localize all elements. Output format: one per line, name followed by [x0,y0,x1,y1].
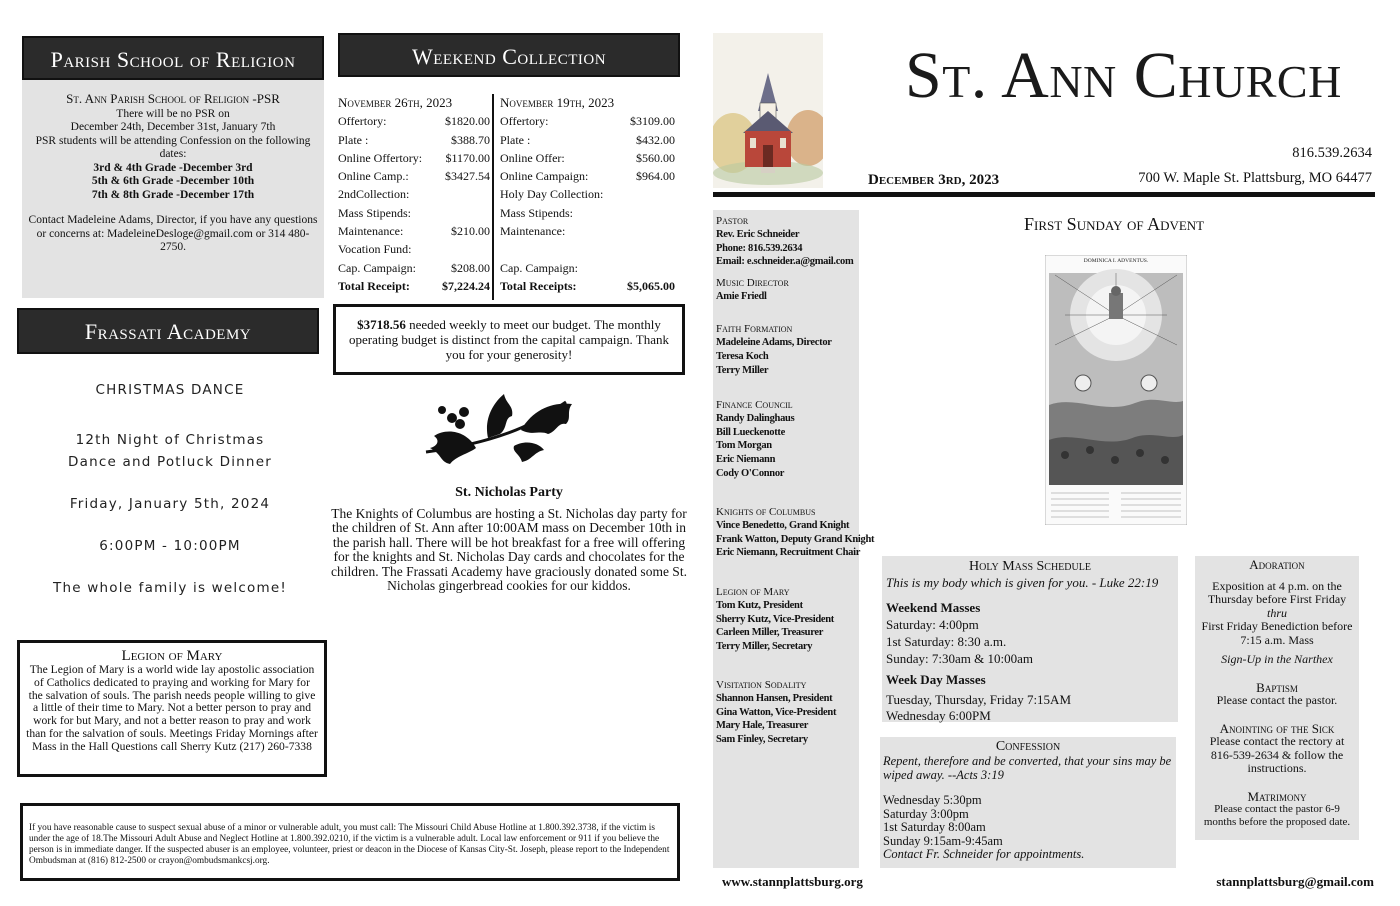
frassati-line: Dance and Potluck Dinner [68,454,272,470]
collection-row [338,222,490,240]
advent-engraving [1045,255,1187,525]
mass-quote: This is my body which is given for you. - Luke 22:19 [886,575,1159,590]
collection-item-label: Online Campaign: [500,169,589,184]
collection-item-label: Holy Day Collection: [500,187,604,202]
frassati-line: Friday, January 5th, 2024 [69,496,271,512]
collection-item-label: Online Camp.: [338,169,409,184]
weekend-time: 1st Saturday: 8:30 a.m. [886,634,1007,649]
collection-item-label: Online Offer: [500,150,565,165]
email-link[interactable]: stannplattsburg@gmail.com [1216,874,1374,889]
staff-member: Vince Benedetto, Grand Knight [716,520,850,532]
collection-row [500,131,675,149]
staff-member: Eric Niemann [716,453,776,465]
anointing-title: Anointing of the Sick [1219,720,1335,736]
collection-left [338,94,490,295]
collection-item-label: Maintenance: [500,224,566,239]
staff-member: Sam Finley, Secretary [716,734,808,746]
abuse-notice [20,803,680,881]
adoration-section [1195,556,1359,840]
collection-item-label: Maintenance: [338,224,404,239]
weekday-label: Week Day Masses [886,672,986,687]
collection-item-label: 2ndCollection: [338,187,410,202]
collection-item-label: Mass Stipends: [338,205,412,220]
staff-role: Music Director [716,276,789,289]
staff-list [716,215,875,747]
psr-line: PSR students will be attending Confession on the following dates: [35,134,311,160]
staff-member: Cody O'Connor [716,467,785,479]
staff-member: Gina Watton, Vice-President [716,706,837,718]
collection-item-amount: $964.00 [636,169,675,184]
confession-section [880,737,1176,868]
weekend-label: Weekend Masses [886,600,981,615]
collection-total-label: Total Receipt: [338,278,410,293]
collection-item-label: Plate : [338,132,369,147]
confession-time: Saturday 3:00pm [883,806,969,821]
collection-item-label: Cap. Campaign: [500,260,578,275]
church-phone: 816.539.2634 [1292,145,1372,161]
weekday-time: Tuesday, Thursday, Friday 7:15AM [886,692,1072,707]
collection-item-label: Online Offertory: [338,150,423,165]
baptism-text: Please contact the pastor. [1216,693,1338,707]
staff-member: Bill Lueckenotte [716,426,785,438]
collection-row [500,222,675,240]
psr-grade: 5th & 6th Grade -December 10th [91,175,255,187]
psr-section [22,36,324,298]
confession-time: 1st Saturday 8:00am [883,820,986,834]
confession-quote: Repent, therefore and be converted, that your sins may be wiped away. --Acts 3:19 [883,754,1172,782]
church-painting [713,33,823,188]
frassati-banner: Frassati Academy [17,308,319,354]
staff-member: Eric Niemann, Recruitment Chair [716,547,861,559]
collection-row [500,149,675,167]
collection-row [338,112,490,130]
collection-row [500,259,675,277]
budget-text: needed weekly to meet our budget. The monthly operating budget is distinct from the capital campaign. Thank you for your generosity! [349,317,669,362]
staff-group [716,506,875,560]
staff-member: Mary Hale, Treasurer [716,720,809,732]
nicholas-title: St. Nicholas Party [455,485,563,500]
frassati-details [20,382,320,596]
psr-line: December 24th, December 31st, January 7th [70,121,276,133]
church-name: St. Ann Church [905,39,1342,112]
collection-row [338,259,490,277]
staff-member: Terry Miller, Secretary [716,640,813,652]
staff-role: Faith Formation [716,323,793,336]
collection-row [338,131,490,149]
collection-row [500,185,675,203]
staff-member: Rev. Eric Schneider [716,229,800,240]
psr-contact: Contact Madeleine Adams, Director, if you have any questions or concerns at: MadeleineDesloge@gmail.com or 314 480-2750. [28,214,318,253]
collection-divider [492,94,494,300]
psr-grade: 3rd & 4th Grade -December 3rd [93,161,253,174]
staff-member: Amie Friedl [716,290,767,302]
bulletin-date: December 3rd, 2023 [868,172,1000,188]
staff-member: Terry Miller [716,364,769,376]
collection-date: November 19th, 2023 [500,95,615,110]
adoration-thru: thru [1266,605,1287,620]
budget-amount: $3718.56 [357,317,406,332]
staff-member: Shannon Hansen, President [716,693,833,705]
collection-row [338,185,490,203]
collection-row [500,167,675,185]
anointing-text: Please contact the rectory at 816-539-2634 & follow the instructions. [1209,734,1345,775]
psr-line: There will be no PSR on [116,107,230,120]
collection-banner: Weekend Collection [338,33,680,77]
collection-item-amount: $210.00 [451,224,490,239]
adoration-title: Adoration [1249,557,1305,572]
weekend-time: Saturday: 4:00pm [886,617,979,632]
website-link[interactable]: www.stannplattsburg.org [722,874,863,889]
staff-group [716,323,858,377]
nicholas-section [326,485,692,593]
weekend-time: Sunday: 7:30am & 10:00am [886,651,1033,666]
collection-item-label: Offertory: [338,114,387,129]
adoration-line: Exposition at 4 p.m. on the Thursday before First Friday [1207,578,1347,606]
collection-row [338,240,490,258]
confession-time: Wednesday 5:30pm [883,793,982,807]
staff-member: Phone: 816.539.2634 [716,242,803,254]
collection-item-label: Plate : [500,132,531,147]
collection-item-amount: $1820.00 [445,114,490,129]
collection-item-amount: $560.00 [636,150,675,165]
mass-title: Holy Mass Schedule [969,559,1091,574]
staff-member: Sherry Kutz, Vice-President [716,613,834,625]
collection-total: $5,065.00 [627,278,675,293]
collection-item-amount: $3109.00 [630,114,675,129]
collection-total: $7,224.24 [442,278,490,293]
collection-row [500,240,675,258]
staff-member: Teresa Koch [716,350,769,362]
collection-item-label: Mass Stipends: [500,205,574,220]
collection-item-label: Offertory: [500,114,549,129]
psr-grade: 7th & 8th Grade -December 17th [91,188,255,201]
staff-role: Pastor [716,215,749,227]
holly-icon [416,390,576,470]
collection-item-amount: $1170.00 [445,150,490,165]
confession-note: Contact Fr. Schneider for appointments. [883,847,1085,861]
staff-role: Finance Council [716,399,793,412]
frassati-line: The whole family is welcome! [53,580,287,596]
header-rule [713,192,1375,197]
frassati-line: 6:00PM - 10:00PM [99,538,241,554]
abuse-text: If you have reasonable cause to suspect sexual abuse of a minor or vulnerable adult, you must call: The Missouri Child Abuse Hotline at 1.800.392.3738, if the victim is under the age of 18.The Missouri Adult Abuse and Neglect Hotline at 1.800.392.0210, if the victim is a vulnerable adult. Local law enforcement or 911 if you believe the person is in immediate danger. If the suspected abuser is an employee, volunteer, priest or deacon in the Diocese of Kansas City-St. Joseph, please report to the Independent Ombudsman at (816) 812-2500 or crayon@ombudsmankcsj.org. [29,823,670,866]
budget-box [333,304,685,375]
legion-text: The Legion of Mary is a world wide lay apostolic association of Catholics dedicated to praying and working for Mary for the salvation of souls. The parish needs people willing to give a little of their time to Mary. Not a better person to pray and work for but Mary, and not a better reason to pray and work than for the salvation of souls. Meetings Friday Mornings after Mass in the Hall Questions call Sherry Kutz (217) 260-7338 [26,663,318,753]
collection-item-amount: $432.00 [636,132,675,147]
staff-group [716,215,858,269]
baptism-title: Baptism [1256,679,1298,695]
collection-row [500,112,675,130]
collection-date: November 26th, 2023 [338,95,453,110]
psr-banner: Parish School of Religion [22,36,324,80]
matrimony-text: Please contact the pastor 6-9 months before the proposed date. [1203,803,1351,828]
staff-role: Visitation Sodality [716,679,807,692]
confession-time: Sunday 9:15am-9:45am [883,833,1003,848]
staff-group [716,679,858,746]
collection-row [500,204,675,222]
collection-row [338,167,490,185]
frassati-line: 12th Night of Christmas [75,432,265,448]
collection-item-label: Vocation Fund: [338,242,412,257]
advent-title: First Sunday of Advent [1024,214,1205,234]
psr-title: St. Ann Parish School of Religion -PSR [66,91,280,106]
staff-group [716,277,858,304]
collection-row [338,149,490,167]
collection-row [338,204,490,222]
engraving-caption: DOMINICA I. ADVENTUS. [1083,258,1149,264]
mass-schedule [882,556,1178,722]
collection-item-label: Cap. Campaign: [338,260,416,275]
nicholas-text: The Knights of Columbus are hosting a St. Nicholas day party for the children of St. Ann after 10:00AM mass on December 10th in the parish hall. There will be hot breakfast for a free will offering for the knights and St. Nicholas Day cards and chocolates for the children. The Frassati Academy have graciously donated some St. Nicholas gingerbread cookies for our kiddos. [331,506,687,594]
staff-member: Madeleine Adams, Director [716,337,832,349]
staff-member: Tom Morgan [716,440,772,452]
collection-item-amount: $208.00 [451,260,490,275]
staff-member: Frank Watton, Deputy Grand Knight [716,533,875,545]
staff-role: Knights of Columbus [716,506,816,519]
staff-member: Email: e.schneider.a@gmail.com [716,256,854,268]
adoration-signup: Sign-Up in the Narthex [1221,652,1333,666]
legion-title: Legion of Mary [121,648,223,664]
adoration-line: First Friday Benediction before 7:15 a.m. Mass [1201,619,1353,647]
staff-member: Randy Dalinghaus [716,413,795,425]
legion-box [17,640,327,777]
collection-item-amount: $3427.54 [445,169,490,184]
staff-group [716,399,858,480]
church-address: 700 W. Maple St. Plattsburg, MO 64477 [1138,170,1372,186]
confession-title: Confession [995,739,1061,754]
staff-member: Carleen Miller, Treasurer [716,627,824,639]
collection-right [500,94,675,295]
staff-role: Legion of Mary [716,585,790,598]
collection-item-amount: $388.70 [451,132,490,147]
matrimony-title: Matrimony [1247,788,1307,804]
frassati-line: CHRISTMAS DANCE [95,382,245,398]
collection-total-label: Total Receipts: [500,278,577,293]
staff-member: Tom Kutz, President [716,599,803,611]
weekday-time: Wednesday 6:00PM [886,708,991,723]
staff-group [716,586,858,653]
